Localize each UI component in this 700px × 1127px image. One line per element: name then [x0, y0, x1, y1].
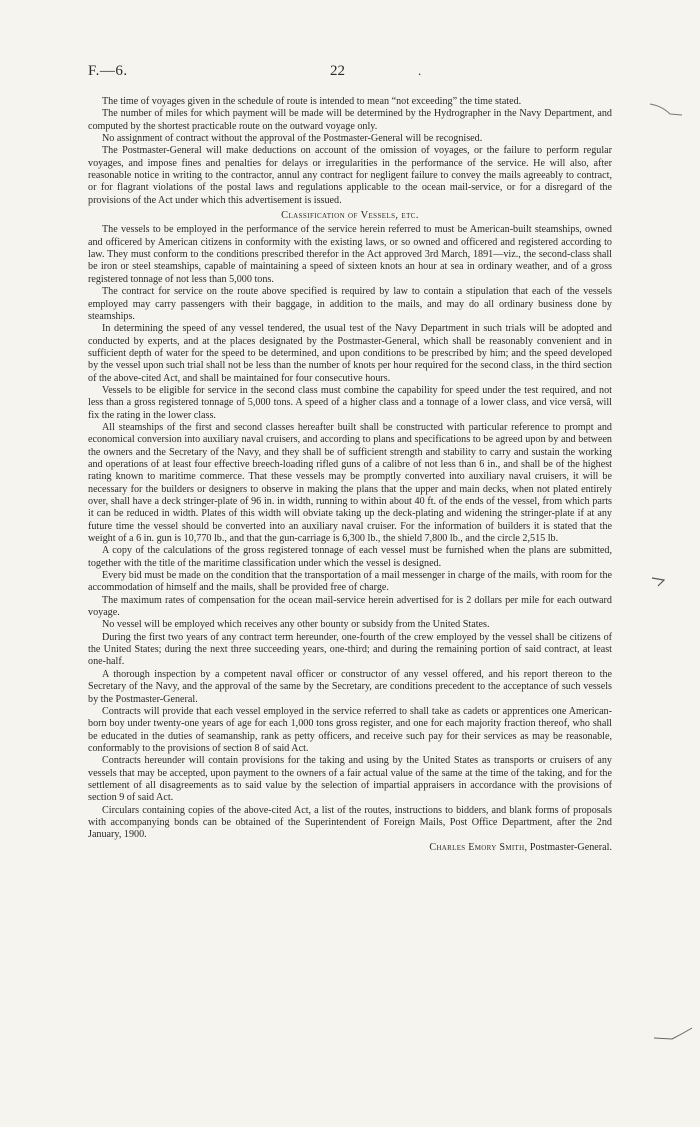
margin-mark-top — [648, 100, 684, 122]
document-reference: F.—6. — [88, 63, 128, 79]
margin-mark-bottom — [652, 1024, 694, 1044]
margin-mark-middle — [650, 568, 676, 590]
header-mark: . — [418, 63, 422, 78]
signatory-name: Charles Emory Smith, — [429, 841, 528, 853]
paragraph: The contract for service on the route above specified is required by law to contain a stipulation that each of the vessels employed may carry passengers with their baggage, in addition to the mails, and may do all ordinary business done by steamships. — [88, 286, 612, 322]
paragraph: The time of voyages given in the schedule of route is intended to mean “not exceeding” the time stated. — [102, 96, 522, 107]
document-body — [88, 96, 612, 854]
paragraph: No vessel will be employed which receives any other bounty or subsidy from the United States. — [102, 619, 490, 631]
paragraph: In determining the speed of any vessel tendered, the usual test of the Navy Department in such trials will be adopted and conducted by experts, and at the places designated by the Postmaster-General, which shall be reasonably convenient and in sufficient depth of water for the speed to be determined, and upon conditions to be prescribed by him; and the speed developed by the vessel upon such trial shall not be less than the number of knots per hour required for the second class, in the third section of the above-cited Act, and shall be maintained for four consecutive hours. — [88, 323, 612, 384]
paragraph: A copy of the calculations of the gross registered tonnage of each vessel must be furnished when the plans are submitted, together with the title of the maritime classification under which the vessel is designed. — [88, 545, 612, 569]
paragraph: The number of miles for which payment will be made will be determined by the Hydrographer in the Navy Department, and computed by the shortest practicable route on the outward voyage only. — [88, 108, 612, 132]
paragraph: The Postmaster-General will make deductions on account of the omission of voyages, or the failure to perform regular voyages, and impose fines and penalties for delays or irregularities in the performance of the service. He will also, after reasonable notice in writing to the contractor, annul any contract for negligent failure to convey the mails agreeably to contract, or for flagrant violations of the postal laws and regulations applicable to the ocean mail-service, or for a disregard of the provisions of the Act under which this advertisement is issued. — [88, 145, 612, 206]
section-heading: Classification of Vessels, etc. — [281, 210, 419, 222]
signatory-title: Postmaster-General. — [529, 841, 612, 853]
paragraph: Every bid must be made on the condition that the transportation of a mail messenger in charge of the mails, with room for the accommodation of himself and the mails, shall be provided free of charge. — [88, 570, 612, 594]
paragraph: A thorough inspection by a competent naval officer or constructor of any vessel offered, and his report thereon to the Secretary of the Navy, and the approval of the same by the Secretary, are conditions precedent to the acceptance of such vessels by the Postmaster-General. — [88, 668, 612, 705]
paragraph: Contracts will provide that each vessel employed in the service referred to shall take as cadets or apprentices one American-born boy under twenty-one years of age for each 1,000 tons gross register, and one for each majority fraction thereof, who shall be educated in the duties of seamanship, rank as petty officers, and receive such pay for their services as may be reasonable, conformably to the provisions of section 8 of said Act. — [88, 705, 612, 754]
signature-line — [88, 842, 612, 854]
paragraph: Circulars containing copies of the above-cited Act, a list of the routes, instructions to bidders, and blank forms of proposals with accompanying bonds can be obtained of the Superintendent of Foreign Mails, Post Office Department, after the 2nd January, 1900. — [88, 804, 612, 841]
paragraph: All steamships of the first and second classes hereafter built shall be constructed with particular reference to prompt and economical conversion into auxiliary naval cruisers, and according to plans and specifications to be agreed upon by and between the owners and the Secretary of the Navy, and they shall be of sufficient strength and stability to carry and sustain the working and operations of at least four effective breech-loading rifled guns of a calibre of not less than 6 in., and shall be of the highest rating known to maritime commerce. That these vessels may be promptly converted into auxiliary naval cruisers, it will be necessary for the builders or designers to observe in making the plans that the upper and main decks, when not plated entirely over, shall have a deck stringer-plate of 96 in. in width, running to within about 40 ft. of the ends of the vessel, from which parts it can be reduced in width. Plates of this width will obviate taking up the deck-plating and widening the stringer-plate if at any future time the vessel should be converted into an auxiliary naval cruiser. For the information of builders it is stated that the weight of a 6 in. gun is 10,770 lb., and that the gun-carriage is 6,300 lb., the shield 7,800 lb., and the circle 2,515 lb. — [88, 421, 612, 545]
paragraph: During the first two years of any contract term hereunder, one-fourth of the crew employed by the vessel shall be citizens of the United States; during the next three succeeding years, one-third; and during the remaining portion of said contract, at least one-half. — [88, 631, 612, 668]
paragraph: The maximum rates of compensation for the ocean mail-service herein advertised for is 2 dollars per mile for each outward voyage. — [88, 594, 612, 619]
page-number: 22 — [330, 63, 345, 79]
paragraph: The vessels to be employed in the performance of the service herein referred to must be American-built steamships, owned and officered by American citizens in conformity with the existing laws, or so owned and officered and registered according to law. They must conform to the conditions prescribed therefor in the Act approved 3rd March, 1891—viz., the second-class shall be iron or steel steamships, capable of maintaining a speed of sixteen knots an hour at sea in ordinary weather, and of a gross registered tonnage of not less than 5,000 tons. — [88, 224, 612, 285]
paragraph: No assignment of contract without the approval of the Postmaster-General will be recognised. — [102, 133, 483, 145]
paragraph: Vessels to be eligible for service in the second class must combine the capability for speed under the test required, and not less than a gross registered tonnage of 5,000 tons. A speed of a higher class and a tonnage of a lower class, and vice versâ, will fix the rating in the lower class. — [88, 384, 612, 421]
page-header — [88, 63, 612, 83]
paragraph: Contracts hereunder will contain provisions for the taking and using by the United States as transports or cruisers of any vessels that may be accepted, upon payment to the owners of a fair actual value of the same at the time of the taking, and for the settlement of all disagreements as to said value by the selection of impartial appraisers in accordance with the provisions of section 9 of said Act. — [88, 755, 612, 804]
